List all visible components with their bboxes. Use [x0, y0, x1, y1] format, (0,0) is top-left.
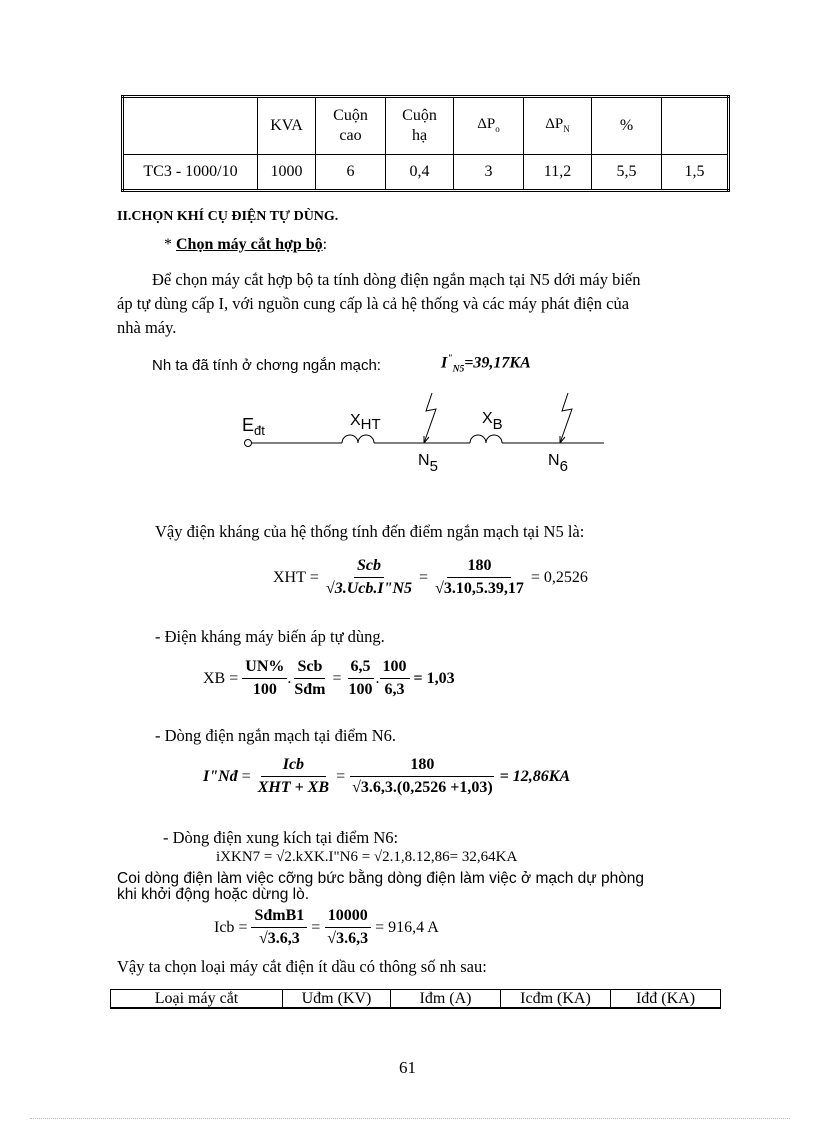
header-cell-percent: %: [592, 97, 662, 155]
section-heading: II.CHỌN KHÍ CỤ ĐIỆN TỰ DÙNG.: [117, 209, 339, 224]
header-cell-dpo: $\Delta P_o$: [454, 97, 524, 155]
inductor-xb: [470, 435, 502, 443]
header-cell-dpn: $\Delta P_N$: [524, 97, 592, 155]
page-number: 61: [399, 1058, 416, 1077]
paragraph-line: Vậy điện kháng của hệ thống tính đến điểm ngắn mạch tại N5 là:: [155, 522, 585, 541]
equation-ixk: iXKN7 = √2.kXK.I"N6 = √2.1,8.12,86= 32,64KA: [216, 849, 518, 865]
inductor-xht: [342, 435, 374, 443]
header-cell-blank: [123, 97, 258, 155]
cell-cuon-ha: 0,4: [386, 155, 454, 191]
calc-line: Nh ta đã tính ở chơng ngắn mạch:: [152, 357, 381, 374]
source-label: $E_{đt}$: [242, 415, 265, 438]
paragraph-line: Để chọn máy cắt hợp bộ ta tính dòng điện ngắn mạch tại N5 dới máy biến: [152, 270, 641, 289]
table-header-row: [123, 97, 729, 155]
breaker-spec-table: [110, 989, 721, 1009]
paragraph-line: Vậy ta chọn loại máy cắt điện ít dầu có thông số nh sau:: [117, 957, 487, 976]
cell-percent: 5,5: [592, 155, 662, 191]
cell-kva: 1000: [258, 155, 316, 191]
paragraph-line: khi khởi động hoặc dừng lò.: [117, 886, 310, 903]
transformer-spec-table: [121, 95, 730, 192]
circuit-diagram: [230, 385, 630, 480]
paragraph-line: - Dòng điện ngắn mạch tại điểm N6.: [155, 726, 397, 745]
fault-arrow-n5: [424, 393, 436, 443]
header-cell-blank-last: [662, 97, 729, 155]
xb-label: XB: [482, 410, 503, 433]
header-cell-idm: Iđm (A): [391, 990, 501, 1009]
paragraph-line: nhà máy.: [117, 318, 177, 337]
header-cell-type: Loại máy cắt: [111, 990, 283, 1009]
n6-label: N6: [548, 452, 568, 475]
cell-cuon-cao: 6: [316, 155, 386, 191]
paragraph-line: áp tự dùng cấp I, với nguồn cung cấp là cả hệ thống và các máy phát điện của: [117, 294, 630, 313]
equation-xht: XHT = $\frac{\text{Scb}}{\text{√3.Ucb.I"N5}}$ = $\frac{180}{√3.10,5.39,17}$ = 0,2526: [273, 557, 588, 597]
header-cell-idd: Iđđ (KA): [611, 990, 721, 1009]
header-cell-cuon-cao: Cuộn cao: [316, 97, 386, 155]
cell-model: TC3 - 1000/10: [123, 155, 258, 191]
page-divider: [30, 1118, 790, 1119]
equation-in5: $I^"_{N5}=39,17KA$: [441, 353, 531, 375]
equation-xb: XB = $\frac{UN\%}{100}$ . $\frac{\text{Scb}}{\text{Sđm}}$ = $\frac{6,5}{100}$ . $\frac{100}{6,3}$ = 1,03: [203, 658, 455, 698]
table-row: [123, 155, 729, 191]
subheading: * Chọn máy cắt hợp bộ:: [164, 236, 328, 253]
header-cell-kva: KVA: [258, 97, 316, 155]
equation-in6: I"Nđ = $\frac{\text{Icb}}{\text{XHT + XB}}$ = $\frac{180}{√3.6,3.(0,2526 +1,03)}$ = 12,86KA: [203, 756, 571, 796]
paragraph-line: Coi dòng điện làm việc cỡng bức bằng dòng điện làm việc ở mạch dự phòng: [117, 870, 645, 887]
cell-last: 1,5: [662, 155, 729, 191]
header-cell-cuon-ha: Cuộn hạ: [386, 97, 454, 155]
n5-label: N5: [418, 452, 438, 475]
cell-dpo: 3: [454, 155, 524, 191]
source-terminal: [245, 440, 252, 447]
header-cell-udm: Uđm (KV): [283, 990, 391, 1009]
paragraph-line: - Điện kháng máy biến áp tự dùng.: [155, 627, 385, 646]
equation-icb: Icb = $\frac{\text{SđmB1}}{√3.6,3}$ = $\frac{10000}{√3.6,3}$ = 916,4 A: [214, 907, 439, 947]
table-header-row: [111, 990, 721, 1009]
header-cell-icdm: Icđm (KA): [501, 990, 611, 1009]
cell-dpn: 11,2: [524, 155, 592, 191]
fault-arrow-n6: [560, 393, 572, 443]
paragraph-line: - Dòng điện xung kích tại điểm N6:: [163, 828, 399, 847]
xht-label: XHT: [350, 412, 381, 433]
